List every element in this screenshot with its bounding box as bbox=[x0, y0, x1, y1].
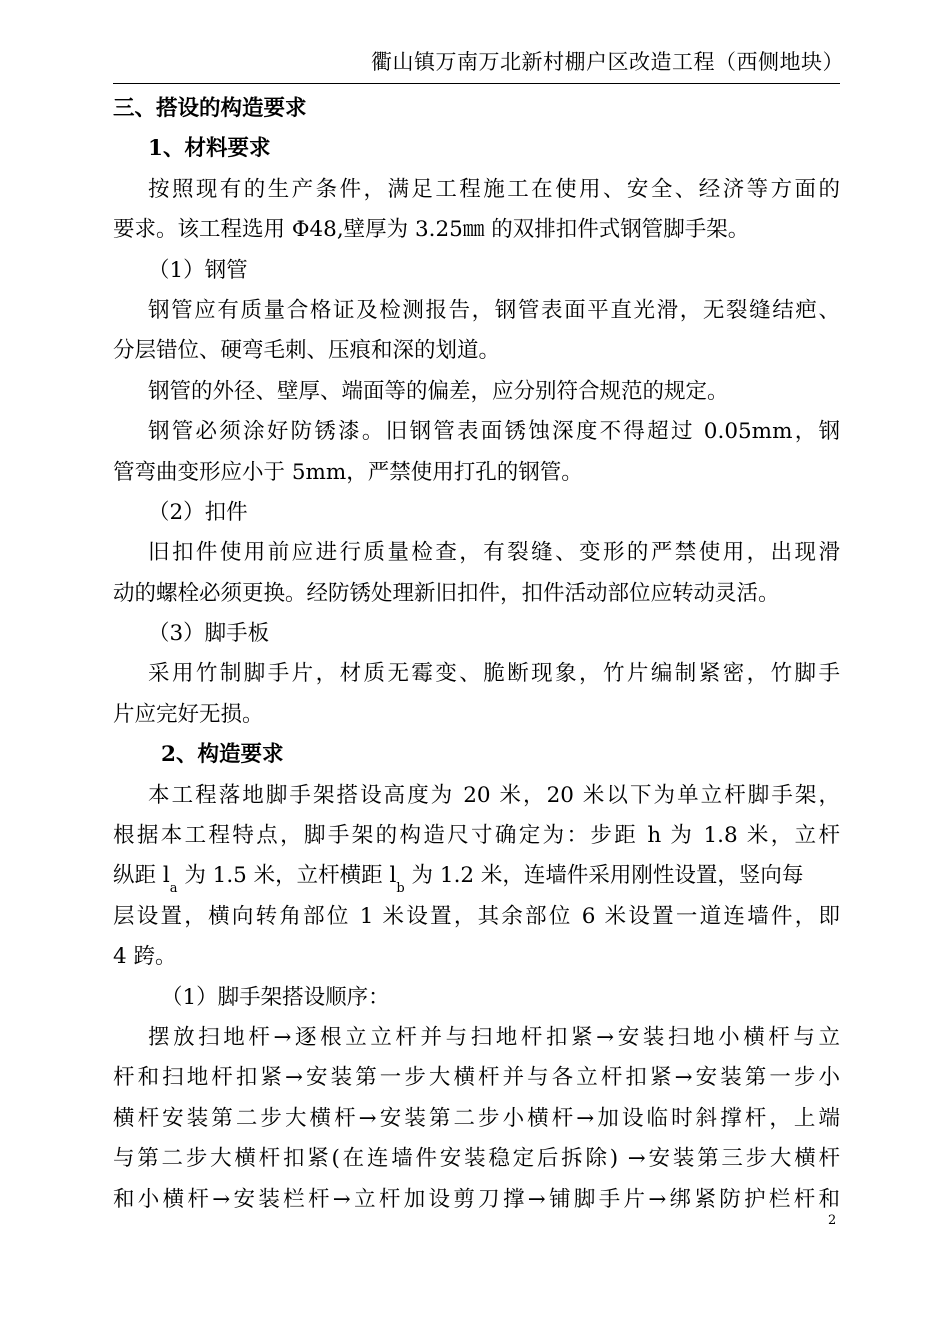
header-divider bbox=[113, 83, 840, 84]
paragraph-line: 钢管的外径、壁厚、端面等的偏差，应分别符合规范的规定。 bbox=[148, 378, 729, 404]
paragraph-line: 分层错位、硬弯毛刺、压痕和深的划道。 bbox=[113, 338, 501, 364]
paragraph-line: 片应完好无损。 bbox=[113, 701, 264, 727]
item-heading-scaffold-board: （3）脚手板 bbox=[148, 621, 270, 647]
subsection-heading-construction: 2、构造要求 bbox=[161, 742, 284, 768]
page-header-title: 衢山镇万南万北新村棚户区改造工程（西侧地块） bbox=[371, 50, 844, 74]
subscript-a: a bbox=[169, 881, 178, 897]
document-body bbox=[113, 89, 840, 1220]
paragraph-line: 要求。该工程选用 Φ48,壁厚为 3.25㎜ 的双排扣件式钢管脚手架。 bbox=[113, 217, 750, 243]
subscript-b: b bbox=[396, 881, 405, 897]
paragraph-line: 横杆安装第二步大横杆→安装第二步小横杆→加设临时斜撑杆，上端 bbox=[113, 1105, 840, 1131]
paragraph-line: 旧扣件使用前应进行质量检查，有裂缝、变形的严禁使用，出现滑 bbox=[148, 540, 840, 566]
paragraph-line: 杆和扫地杆扣紧→安装第一步大横杆并与各立杆扣紧→安装第一步小 bbox=[113, 1065, 840, 1091]
paragraph-line: 层设置，横向转角部位 1 米设置，其余部位 6 米设置一道连墙件，即 bbox=[113, 903, 840, 929]
paragraph-line: 管弯曲变形应小于 5mm，严禁使用打孔的钢管。 bbox=[113, 459, 583, 485]
paragraph-line: 按照现有的生产条件，满足工程施工在使用、安全、经济等方面的 bbox=[148, 176, 840, 202]
paragraph-line: 根据本工程特点，脚手架的构造尺寸确定为：步距 h 为 1.8 米，立杆 bbox=[113, 823, 840, 849]
item-heading-steel-pipe: （1）钢管 bbox=[148, 257, 248, 283]
text-run: 为 1.5 米，立杆横距 l bbox=[177, 863, 397, 889]
paragraph-line-with-subscripts bbox=[113, 856, 840, 896]
paragraph-line: 钢管应有质量合格证及检测报告，钢管表面平直光滑，无裂缝结疤、 bbox=[148, 297, 840, 323]
text-run: 纵距 l bbox=[113, 863, 170, 889]
item-heading-fastener: （2）扣件 bbox=[148, 499, 248, 525]
subsection-heading-materials: 1、材料要求 bbox=[148, 136, 271, 162]
paragraph-line: 与第二步大横杆扣紧(在连墙件安装稳定后拆除) →安装第三步大横杆 bbox=[113, 1146, 840, 1172]
paragraph-line: 本工程落地脚手架搭设高度为 20 米，20 米以下为单立杆脚手架， bbox=[148, 782, 840, 808]
paragraph-line: 钢管必须涂好防锈漆。旧钢管表面锈蚀深度不得超过 0.05mm，钢 bbox=[148, 419, 840, 445]
paragraph-line: 动的螺栓必须更换。经防锈处理新旧扣件，扣件活动部位应转动灵活。 bbox=[113, 580, 780, 606]
item-heading-erection-sequence: （1）脚手架搭设顺序： bbox=[161, 984, 390, 1010]
paragraph-line: 和小横杆→安装栏杆→立杆加设剪刀撑→铺脚手片→绑紧防护栏杆和 bbox=[113, 1186, 840, 1212]
paragraph-line: 采用竹制脚手片，材质无霉变、脆断现象，竹片编制紧密，竹脚手 bbox=[148, 661, 840, 687]
paragraph-line: 4 跨。 bbox=[113, 944, 177, 970]
text-run: 为 1.2 米，连墙件采用刚性设置，竖向每 bbox=[404, 863, 804, 889]
section-heading: 三、搭设的构造要求 bbox=[113, 96, 307, 121]
paragraph-line: 摆放扫地杆→逐根立立杆并与扫地杆扣紧→安装扫地小横杆与立 bbox=[148, 1024, 840, 1050]
page-number: 2 bbox=[828, 1213, 837, 1228]
